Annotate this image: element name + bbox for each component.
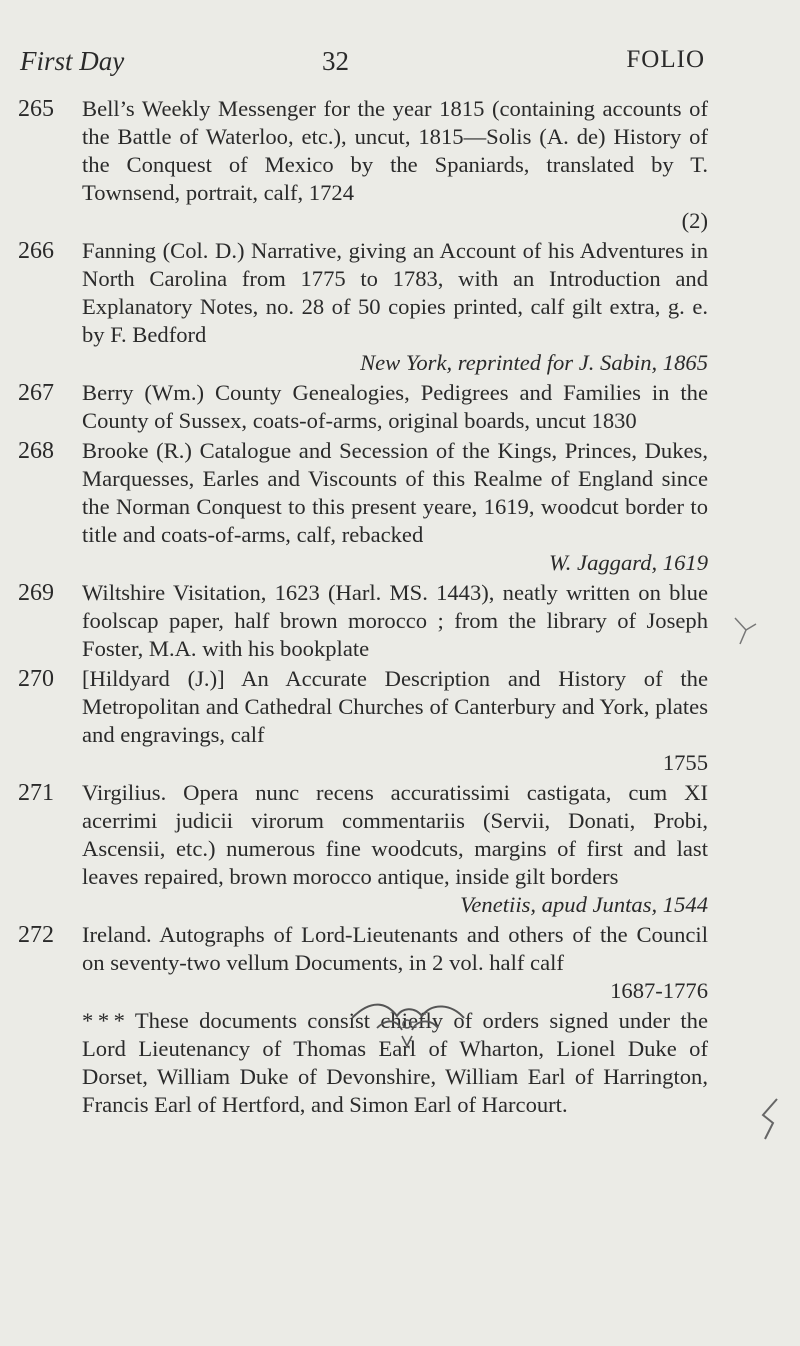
lot-description xyxy=(82,779,708,919)
lot-text: Ireland. Autographs of Lord-Lieutenants and others of the Council on seventy-two vellum Documents, in 2 vol. half calf xyxy=(82,922,708,975)
tailpiece-ornament-icon xyxy=(342,988,472,1048)
lot-text: Brooke (R.) Catalogue and Secession of the Kings, Princes, Dukes, Marquesses, Earles and Viscounts of this Realme of England since the Norman Conquest to this present yeare, 1619, woodcut border to title and coats-of-arms, calf, rebacked xyxy=(82,438,708,547)
pencil-mark-icon xyxy=(755,1095,785,1145)
lot-description xyxy=(82,665,708,777)
pencil-mark-icon xyxy=(730,610,760,650)
lot-date: 1687-1776 xyxy=(610,978,708,1003)
lot-number: 265 xyxy=(18,96,54,122)
format-label: FOLIO xyxy=(626,46,705,73)
lot-number: 267 xyxy=(18,380,54,406)
page-number: 32 xyxy=(322,46,349,76)
lot-imprint: W. Jaggard, 1619 xyxy=(549,550,708,575)
lot-number: 270 xyxy=(18,666,54,692)
lot-text: Wiltshire Visitation, 1623 (Harl. MS. 1443), neatly written on blue foolscap paper, half brown morocco ; from the library of Joseph Foster, M.A. with his bookplate xyxy=(82,580,708,661)
lot-266 xyxy=(18,237,708,377)
lot-description xyxy=(82,95,708,235)
running-title: First Day xyxy=(20,46,125,76)
lot-count: (2) xyxy=(681,208,708,233)
asterism: * * * xyxy=(82,1008,125,1033)
lot-text: Fanning (Col. D.) Narrative, giving an Account of his Adventures in North Carolina from 1775 to 1783, with an Introduction and Explanatory Notes, no. 28 of 50 copies printed, calf gilt extra, g. e. by F. Bedford xyxy=(82,238,708,347)
lot-text: Virgilius. Opera nunc recens accuratissimi castigata, cum XI acerrimi judicii virorum commentariis (Servii, Donati, Probi, Ascensii, etc.) numerous fine woodcuts, margins of first and last leaves repaired, brown morocco antique, inside gilt borders xyxy=(82,780,708,889)
lot-number: 269 xyxy=(18,580,54,606)
lot-date: 1755 xyxy=(662,750,708,775)
lot-271 xyxy=(18,779,708,919)
lot-description xyxy=(82,437,708,577)
lot-text: Berry (Wm.) County Genealogies, Pedigrees and Families in the County of Sussex, coats-of-arms, original boards, uncut 1830 xyxy=(82,380,708,433)
lot-270 xyxy=(18,665,708,777)
lot-list xyxy=(18,95,708,1119)
lot-description xyxy=(82,237,708,377)
lot-number: 271 xyxy=(18,780,54,806)
lot-269 xyxy=(18,579,708,663)
lot-265 xyxy=(18,95,708,235)
lot-number: 272 xyxy=(18,922,54,948)
lot-description xyxy=(82,579,708,663)
lot-number: 266 xyxy=(18,238,54,264)
lot-268 xyxy=(18,437,708,577)
lot-imprint: Venetiis, apud Juntas, 1544 xyxy=(460,892,708,917)
page-header xyxy=(20,46,705,86)
lot-imprint: New York, reprinted for J. Sabin, 1865 xyxy=(360,350,708,375)
note-text: These documents consist chiefly of orders signed under the Lord Lieutenancy of Thomas Earl of Wharton, Lionel Duke of Dorset, William Duke of Devonshire, William Earl of Harrington, Francis Earl of Hertford, and Simon Earl of Harcourt. xyxy=(82,1008,708,1117)
lot-text: Bell’s Weekly Messenger for the year 1815 (containing accounts of the Battle of Waterloo, etc.), uncut, 1815—Solis (A. de) History of the Conquest of Mexico by the Spaniards, translated by T. Townsend, portrait, calf, 1724 xyxy=(82,96,708,205)
lot-description xyxy=(82,379,708,435)
lot-text: [Hildyard (J.)] An Accurate Description and History of the Metropolitan and Cathedral Churches of Canterbury and York, plates and engravings, calf xyxy=(82,666,708,747)
lot-number: 268 xyxy=(18,438,54,464)
lot-267 xyxy=(18,379,708,435)
